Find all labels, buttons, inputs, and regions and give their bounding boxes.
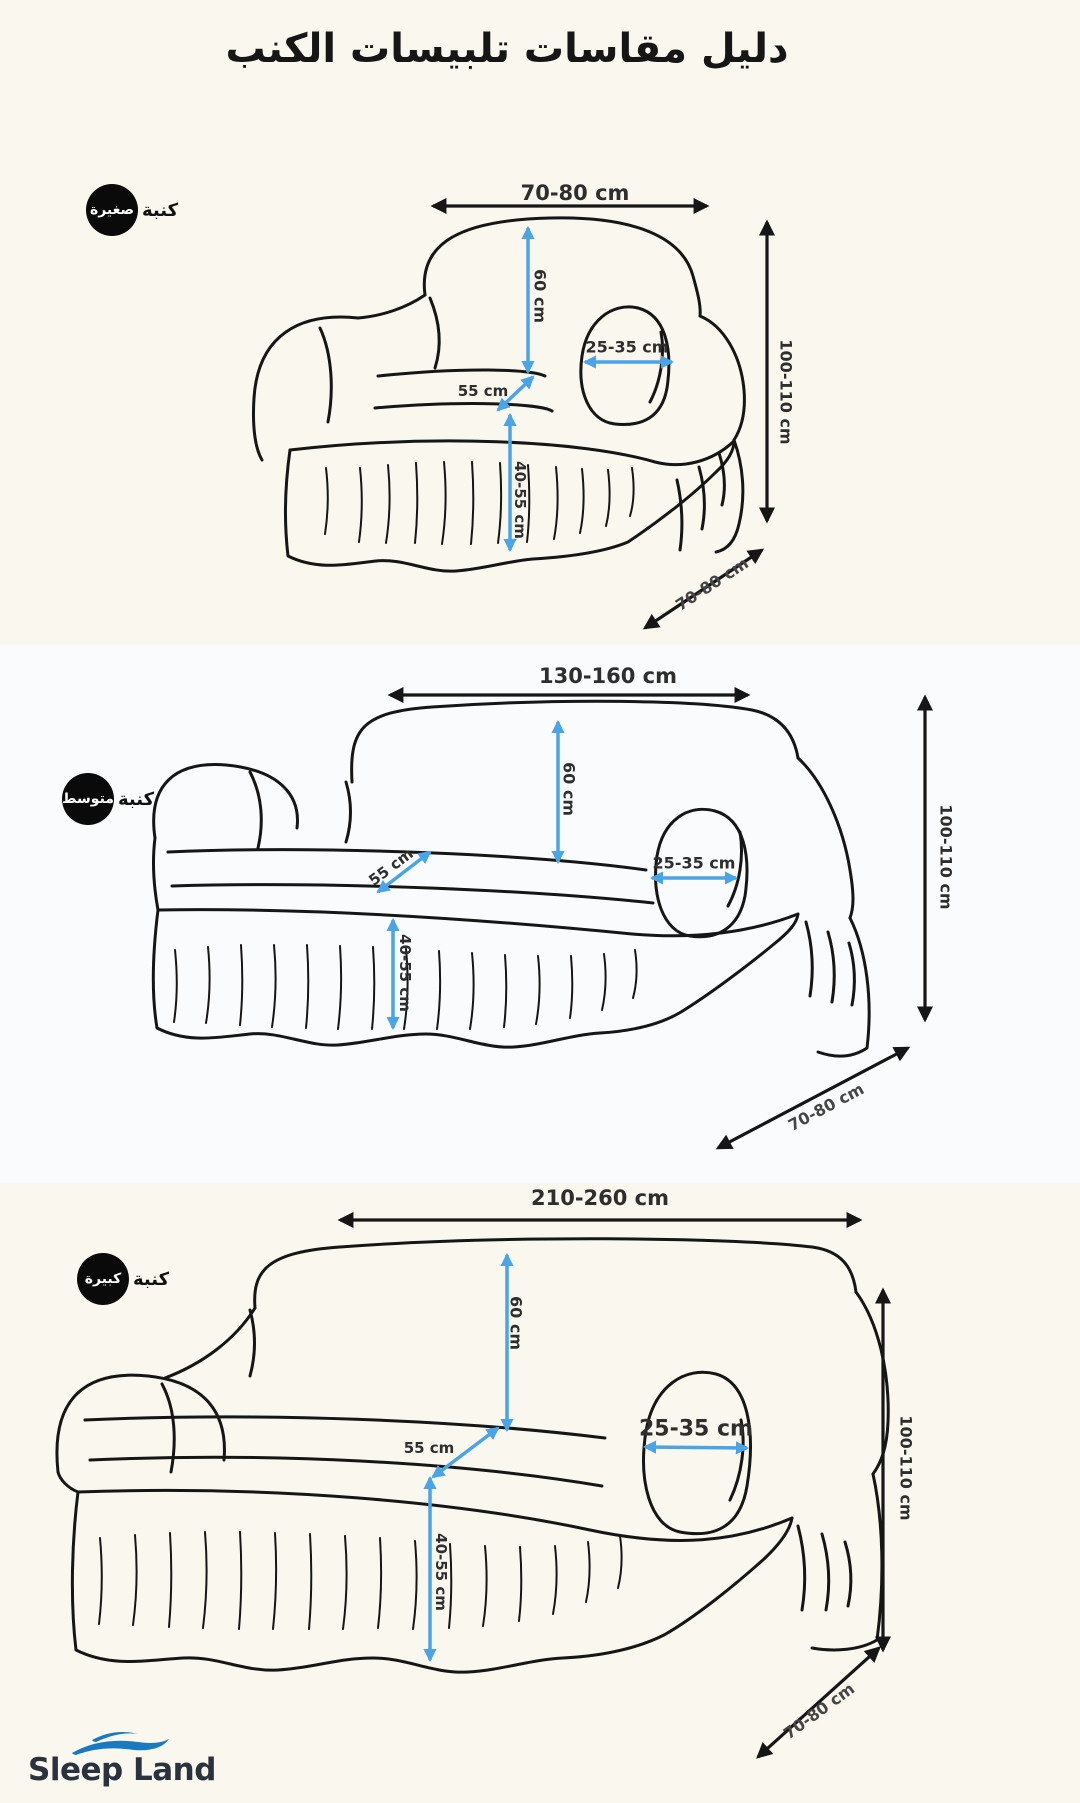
large-sofa-lineart — [57, 1239, 888, 1672]
medium-sofa-lineart — [153, 701, 869, 1056]
large-sofa-drawing — [30, 1180, 930, 1780]
medium-sofa-arrows — [378, 695, 925, 1148]
dim-medium-depth: 70-80 cm — [784, 1079, 868, 1135]
dim-small-skirt-height: 40-55 cm — [511, 461, 529, 539]
dim-medium-width: 130-160 cm — [538, 664, 678, 688]
dim-large-back-height: 60 cm — [506, 1296, 526, 1350]
badge-small-type-label: كنبة — [142, 199, 179, 221]
dim-small-back-height: 60 cm — [530, 269, 550, 323]
dim-large-seat-depth: 55 cm — [403, 1439, 455, 1457]
sleep-land-logo — [28, 1724, 248, 1796]
logo-text: Sleep Land — [28, 1752, 216, 1788]
dim-small-seat-depth: 55 cm — [457, 382, 509, 400]
dim-small-total-height: 100-110 cm — [776, 339, 796, 445]
dim-large-total-height: 100-110 cm — [896, 1415, 916, 1521]
badge-medium-type-label: كنبة — [118, 788, 155, 810]
badge-small-circle — [86, 184, 138, 236]
dim-large-width: 210-260 cm — [530, 1186, 670, 1210]
large-sofa-arrows — [340, 1220, 883, 1757]
dim-small-arm-width: 25-35 cm — [585, 337, 669, 357]
dim-medium-arm-width: 25-35 cm — [652, 853, 736, 873]
page-title: دليل مقاسات تلبيسات الكنب — [225, 26, 789, 72]
dim-small-depth: 70-80 cm — [672, 553, 752, 615]
badge-small-size-label: صغيرة — [89, 202, 135, 218]
badge-large-size-label: كبيرة — [84, 1271, 122, 1287]
dim-medium-skirt-height: 40-55 cm — [396, 934, 414, 1012]
dim-medium-total-height: 100-110 cm — [936, 804, 956, 910]
badge-medium-size-label: متوسط — [62, 791, 114, 807]
dim-small-width: 70-80 cm — [520, 181, 630, 205]
dim-large-skirt-height: 40-55 cm — [432, 1533, 450, 1611]
dim-large-depth: 70-80 cm — [779, 1678, 859, 1744]
badge-large-type-label: كنبة — [133, 1268, 170, 1290]
dim-medium-seat-depth: 55 cm — [365, 844, 417, 890]
dim-large-arm-width: 25-35 cm — [639, 1416, 753, 1442]
badge-small — [86, 184, 178, 236]
dim-medium-back-height: 60 cm — [559, 762, 579, 816]
